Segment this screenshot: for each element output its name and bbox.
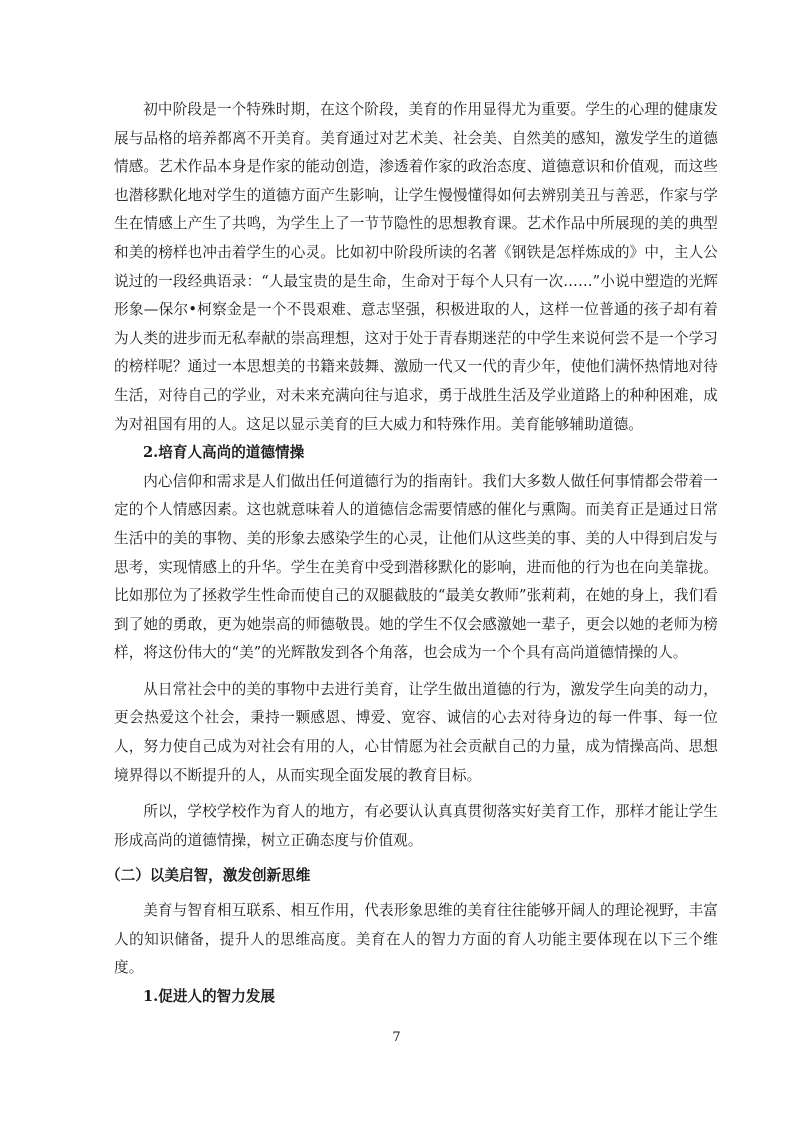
paragraph: 美育与智育相互联系、相互作用，代表形象思维的美育往往能够开阔人的理论视野，丰富人的知识储备，提升人的思维高度。美育在人的智力方面的育人功能主要体现在以下三个维度。: [114, 902, 718, 977]
subheading: 2.培育人高尚的道德情操: [143, 444, 305, 462]
section-heading: （二）以美启智，激发创新思维: [106, 867, 311, 885]
paragraph: 内心信仰和需求是人们做出任何道德行为的指南针。我们大多数人做任何事情都会带着一定的个人情感因素。这也就意味着人的道德信念需要情感的催化与熏陶。而美育正是通过日常生活中的美的事物、美的形象去感染学生的心灵，让他们从这些美的事、美的人中得到启发与思考，实现情感上的升华。学生在美育中受到潜移默化的影响，进而他的行为也在向美靠拢。比如那位为了拯救学生性命而使自己的双腿截肢的“最美女教师”张莉莉，在她的身上，我们看到了她的勇敢，更为她崇高的师德敬畏。她的学生不仅会感激她一辈子，更会以她的老师为榜样，将这份伟大的“美”的光辉散发到各个角落，也会成为一个个具有高尚道德情操的人。: [114, 472, 718, 662]
spacer: [114, 790, 718, 798]
paragraph: 初中阶段是一个特殊时期，在这个阶段，美育的作用显得尤为重要。学生的心理的健康发展与品格的培养都离不开美育。美育通过对艺术美、社会美、自然美的感知，激发学生的道德情感。艺术作品本身是作家的能动创造，渗透着作家的政治态度、道德意识和价值观，而这些也潜移默化地对学生的道德方面产生影响，让学生慢慢懂得如何去辨别美丑与善恶，作家与学生在情感上产生了共鸣，为学生上了一节节隐性的思想教育课。艺术作品中所展现的美的典型和美的榜样也冲击着学生的心灵。比如初中阶段所读的名著《钢铁是怎样炼成的》中，主人公说过的一段经典语录：“人最宝贵的是生命，生命对于每个人只有一次……”小说中塑造的光辉形象—保尔•柯察金是一个不畏艰难、意志坚强，积极进取的人，这样一位普通的孩子却有着为人类的进步而无私奉献的崇高理想，这对于处于青春期迷茫的中学生来说何尝不是一个学习的榜样呢？通过一本思想美的书籍来鼓舞、激励一代又一代的青少年，使他们满怀热情地对待生活，对待自己的学业，对未来充满向往与追求，勇于战胜生活及学业道路上的种种困难，成为对祖国有用的人。这足以显示美育的巨大威力和特殊作用。美育能够辅助道德。: [114, 101, 718, 433]
page-number: 7: [392, 1030, 401, 1045]
document-body: [106, 96, 718, 1011]
spacer: [114, 668, 718, 676]
subheading: 1.促进人的智力发展: [143, 987, 275, 1005]
paragraph: 所以，学校学校作为育人的地方，有必要认认真真贯彻落实好美育工作，那样才能让学生形成高尚的道德情操，树立正确态度与价值观。: [114, 803, 718, 849]
paragraph: 从日常社会中的美的事物中去进行美育，让学生做出道德的行为，激发学生向美的动力，更会热爱这个社会，秉持一颗感恩、博爱、宽容、诚信的心去对待身边的每一件事、每一位人，努力使自己成为对社会有用的人，心甘情愿为社会贡献自己的力量，成为情操高尚、思想境界得以不断提升的人，从而实现全面发展的教育目标。: [114, 680, 718, 784]
